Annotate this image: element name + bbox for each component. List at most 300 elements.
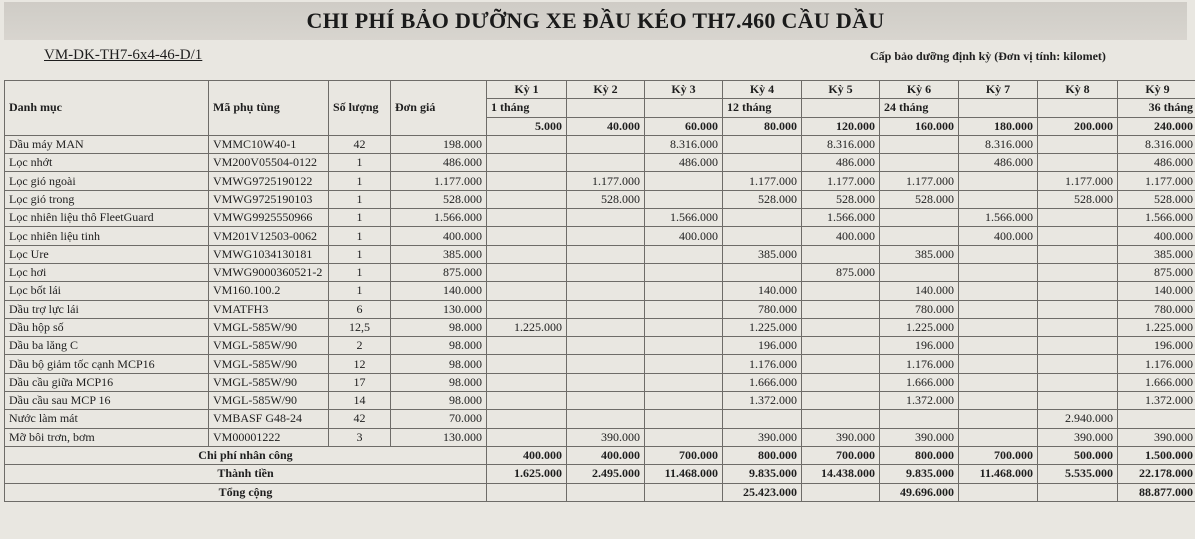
row-period-4-cost [723,135,802,153]
row-period-1-cost [487,263,567,281]
row-period-4-cost: 1.177.000 [723,172,802,190]
row-quantity: 1 [329,172,391,190]
row-unit-price: 400.000 [391,227,487,245]
row-period-4-cost: 1.176.000 [723,355,802,373]
row-part-code: VMMC10W40-1 [209,135,329,153]
total-row-period-4: 25.423.000 [723,483,802,501]
title-banner [4,2,1187,40]
row-period-5-cost [802,337,880,355]
row-quantity: 1 [329,263,391,281]
labor-row-period-5: 700.000 [802,446,880,464]
row-unit-price: 130.000 [391,300,487,318]
row-period-8-cost [1038,318,1118,336]
row-period-3-cost [645,300,723,318]
row-part-code: VMGL-585W/90 [209,355,329,373]
row-period-7-cost [959,263,1038,281]
header-period-1: Kỳ 1 [487,81,567,99]
row-period-6-cost: 140.000 [880,282,959,300]
row-unit-price: 98.000 [391,373,487,391]
total-row-label: Tổng cộng [5,483,487,501]
row-period-7-cost [959,300,1038,318]
header-km-1: 5.000 [487,117,567,135]
row-period-6-cost: 1.176.000 [880,355,959,373]
row-period-1-cost [487,373,567,391]
row-period-2-cost [567,282,645,300]
total-row-period-9: 88.877.000 [1118,483,1195,501]
table-row [5,410,1195,428]
header-month-5 [802,99,880,117]
row-period-2-cost: 390.000 [567,428,645,446]
row-period-1-cost [487,282,567,300]
row-period-3-cost [645,373,723,391]
row-period-8-cost [1038,263,1118,281]
row-period-2-cost [567,410,645,428]
row-period-9-cost: 1.666.000 [1118,373,1195,391]
row-period-3-cost: 1.566.000 [645,209,723,227]
row-quantity: 14 [329,392,391,410]
subtotal-row-period-9: 22.178.000 [1118,465,1195,483]
row-period-7-cost [959,245,1038,263]
row-period-7-cost [959,282,1038,300]
row-category: Lọc Ure [5,245,209,263]
row-period-3-cost: 400.000 [645,227,723,245]
row-period-6-cost: 385.000 [880,245,959,263]
total-row-period-5 [802,483,880,501]
row-quantity: 12 [329,355,391,373]
row-period-7-cost: 1.566.000 [959,209,1038,227]
header-month-7 [959,99,1038,117]
row-period-6-cost [880,154,959,172]
header-month-4: 12 tháng [723,99,802,117]
row-period-3-cost [645,172,723,190]
row-period-9-cost: 780.000 [1118,300,1195,318]
table-row [5,135,1195,153]
row-period-9-cost: 486.000 [1118,154,1195,172]
row-period-2-cost [567,300,645,318]
row-period-9-cost: 1.225.000 [1118,318,1195,336]
row-unit-price: 140.000 [391,282,487,300]
row-period-2-cost [567,209,645,227]
row-quantity: 1 [329,209,391,227]
row-period-5-cost [802,318,880,336]
row-period-1-cost [487,337,567,355]
row-period-2-cost [567,135,645,153]
header-km-7: 180.000 [959,117,1038,135]
header-km-5: 120.000 [802,117,880,135]
row-part-code: VM160.100.2 [209,282,329,300]
row-period-7-cost [959,355,1038,373]
header-row-periods [5,81,1195,99]
row-period-1-cost: 1.225.000 [487,318,567,336]
row-period-4-cost: 1.225.000 [723,318,802,336]
subtotal-row-period-2: 2.495.000 [567,465,645,483]
subtotal-row-period-7: 11.468.000 [959,465,1038,483]
row-period-4-cost: 390.000 [723,428,802,446]
row-period-1-cost [487,209,567,227]
row-quantity: 42 [329,410,391,428]
row-period-8-cost [1038,227,1118,245]
table-row [5,392,1195,410]
row-period-8-cost [1038,209,1118,227]
row-period-8-cost: 2.940.000 [1038,410,1118,428]
labor-row-period-9: 1.500.000 [1118,446,1195,464]
row-period-6-cost: 1.372.000 [880,392,959,410]
row-period-5-cost: 390.000 [802,428,880,446]
row-quantity: 6 [329,300,391,318]
row-period-7-cost [959,428,1038,446]
table-row [5,428,1195,446]
row-period-9-cost: 390.000 [1118,428,1195,446]
row-period-8-cost [1038,355,1118,373]
row-period-5-cost [802,392,880,410]
row-quantity: 42 [329,135,391,153]
row-period-5-cost [802,373,880,391]
row-period-8-cost: 1.177.000 [1038,172,1118,190]
table-row [5,355,1195,373]
row-period-7-cost [959,337,1038,355]
row-period-5-cost: 875.000 [802,263,880,281]
row-category: Nước làm mát [5,410,209,428]
subtotal-row-period-1: 1.625.000 [487,465,567,483]
row-period-3-cost [645,337,723,355]
row-period-1-cost [487,135,567,153]
subtotal-row-period-6: 9.835.000 [880,465,959,483]
row-unit-price: 70.000 [391,410,487,428]
row-period-5-cost [802,245,880,263]
row-period-3-cost [645,318,723,336]
row-period-7-cost [959,392,1038,410]
row-period-1-cost [487,245,567,263]
row-period-5-cost: 8.316.000 [802,135,880,153]
row-period-3-cost [645,410,723,428]
header-km-6: 160.000 [880,117,959,135]
row-period-4-cost [723,410,802,428]
subtotal-row-period-3: 11.468.000 [645,465,723,483]
row-period-5-cost: 1.177.000 [802,172,880,190]
total-row-period-2 [567,483,645,501]
row-quantity: 12,5 [329,318,391,336]
row-unit-price: 98.000 [391,337,487,355]
row-period-5-cost: 528.000 [802,190,880,208]
row-part-code: VMATFH3 [209,300,329,318]
row-part-code: VMGL-585W/90 [209,392,329,410]
total-row-period-8 [1038,483,1118,501]
row-category: Lọc nhiên liệu thô FleetGuard [5,209,209,227]
header-period-5: Kỳ 5 [802,81,880,99]
row-period-2-cost [567,263,645,281]
row-period-9-cost: 875.000 [1118,263,1195,281]
row-part-code: VMWG9725190103 [209,190,329,208]
row-period-6-cost: 1.225.000 [880,318,959,336]
row-period-8-cost [1038,135,1118,153]
document-code: VM-DK-TH7-6x4-46-D/1 [44,47,203,63]
row-period-6-cost: 1.666.000 [880,373,959,391]
row-period-9-cost [1118,410,1195,428]
row-period-8-cost [1038,392,1118,410]
header-km-9: 240.000 [1118,117,1195,135]
row-period-3-cost: 8.316.000 [645,135,723,153]
row-period-9-cost: 528.000 [1118,190,1195,208]
row-quantity: 2 [329,337,391,355]
header-period-8: Kỳ 8 [1038,81,1118,99]
table-row [5,245,1195,263]
subtotal-row [5,465,1195,483]
table-row [5,318,1195,336]
row-period-2-cost [567,245,645,263]
total-row-period-1 [487,483,567,501]
row-part-code: VMGL-585W/90 [209,318,329,336]
row-period-9-cost: 1.566.000 [1118,209,1195,227]
row-quantity: 3 [329,428,391,446]
labor-row-period-8: 500.000 [1038,446,1118,464]
row-period-6-cost: 390.000 [880,428,959,446]
row-period-7-cost: 486.000 [959,154,1038,172]
row-period-6-cost [880,410,959,428]
labor-row-period-3: 700.000 [645,446,723,464]
table-row [5,209,1195,227]
row-period-8-cost [1038,300,1118,318]
row-period-1-cost [487,300,567,318]
row-part-code: VMWG9925550966 [209,209,329,227]
row-quantity: 1 [329,245,391,263]
row-period-6-cost: 780.000 [880,300,959,318]
row-period-3-cost [645,190,723,208]
row-quantity: 1 [329,154,391,172]
row-unit-price: 875.000 [391,263,487,281]
row-quantity: 17 [329,373,391,391]
row-period-9-cost: 1.176.000 [1118,355,1195,373]
row-period-9-cost: 1.372.000 [1118,392,1195,410]
row-period-9-cost: 385.000 [1118,245,1195,263]
labor-row [5,446,1195,464]
row-period-7-cost: 8.316.000 [959,135,1038,153]
maintenance-note: Cấp bảo dưỡng định kỳ (Đơn vị tính: kilomet) [870,49,1106,63]
header-quantity: Số lượng [329,81,391,136]
row-quantity: 1 [329,227,391,245]
row-period-1-cost [487,428,567,446]
row-period-8-cost: 528.000 [1038,190,1118,208]
row-period-1-cost [487,154,567,172]
row-unit-price: 130.000 [391,428,487,446]
row-category: Lọc gió ngoài [5,172,209,190]
row-part-code: VMGL-585W/90 [209,337,329,355]
page-title: CHI PHÍ BẢO DƯỠNG XE ĐẦU KÉO TH7.460 CẦU DẦU [306,8,885,33]
row-period-2-cost [567,318,645,336]
row-period-5-cost [802,282,880,300]
table-row [5,263,1195,281]
row-period-1-cost [487,190,567,208]
row-period-6-cost: 528.000 [880,190,959,208]
row-period-4-cost: 196.000 [723,337,802,355]
row-period-2-cost [567,154,645,172]
header-part-code: Mã phụ tùng [209,81,329,136]
row-category: Dầu cầu giữa MCP16 [5,373,209,391]
header-km-3: 60.000 [645,117,723,135]
row-period-6-cost [880,209,959,227]
total-row [5,483,1195,501]
row-period-7-cost [959,172,1038,190]
row-period-3-cost [645,245,723,263]
row-period-9-cost: 400.000 [1118,227,1195,245]
row-period-6-cost [880,227,959,245]
row-quantity: 1 [329,190,391,208]
row-unit-price: 98.000 [391,392,487,410]
row-period-4-cost [723,227,802,245]
row-period-4-cost: 140.000 [723,282,802,300]
row-part-code: VMGL-585W/90 [209,373,329,391]
header-km-2: 40.000 [567,117,645,135]
row-period-8-cost [1038,282,1118,300]
row-period-4-cost: 1.372.000 [723,392,802,410]
row-period-4-cost: 528.000 [723,190,802,208]
row-category: Mỡ bôi trơn, bơm [5,428,209,446]
table-row [5,154,1195,172]
row-period-4-cost [723,263,802,281]
row-category: Dầu hộp số [5,318,209,336]
row-period-7-cost [959,373,1038,391]
labor-row-period-7: 700.000 [959,446,1038,464]
row-period-5-cost: 400.000 [802,227,880,245]
row-period-2-cost [567,355,645,373]
table-row [5,282,1195,300]
row-category: Dầu cầu sau MCP 16 [5,392,209,410]
row-unit-price: 385.000 [391,245,487,263]
row-category: Lọc bốt lái [5,282,209,300]
row-period-4-cost [723,154,802,172]
row-unit-price: 528.000 [391,190,487,208]
row-period-9-cost: 196.000 [1118,337,1195,355]
row-period-3-cost: 486.000 [645,154,723,172]
row-period-2-cost: 1.177.000 [567,172,645,190]
row-part-code: VM00001222 [209,428,329,446]
row-category: Lọc hơi [5,263,209,281]
row-period-7-cost [959,410,1038,428]
table-row [5,190,1195,208]
row-period-7-cost [959,190,1038,208]
header-period-7: Kỳ 7 [959,81,1038,99]
row-period-1-cost [487,355,567,373]
total-row-period-6: 49.696.000 [880,483,959,501]
row-period-7-cost [959,318,1038,336]
header-month-9: 36 tháng [1118,99,1195,117]
subtotal-row-period-4: 9.835.000 [723,465,802,483]
row-unit-price: 1.177.000 [391,172,487,190]
row-period-5-cost: 1.566.000 [802,209,880,227]
row-period-1-cost [487,227,567,245]
row-period-5-cost [802,355,880,373]
labor-row-period-4: 800.000 [723,446,802,464]
row-period-1-cost [487,410,567,428]
labor-row-label: Chi phí nhân công [5,446,487,464]
header-month-3 [645,99,723,117]
total-row-period-3 [645,483,723,501]
row-period-2-cost [567,373,645,391]
row-category: Dầu máy MAN [5,135,209,153]
row-period-4-cost: 1.666.000 [723,373,802,391]
row-period-6-cost: 1.177.000 [880,172,959,190]
table-row [5,300,1195,318]
row-period-1-cost [487,392,567,410]
row-part-code: VMWG1034130181 [209,245,329,263]
row-period-4-cost: 385.000 [723,245,802,263]
header-period-4: Kỳ 4 [723,81,802,99]
row-period-3-cost [645,263,723,281]
header-period-3: Kỳ 3 [645,81,723,99]
row-unit-price: 98.000 [391,318,487,336]
table-row [5,373,1195,391]
row-category: Dầu bộ giảm tốc cạnh MCP16 [5,355,209,373]
labor-row-period-2: 400.000 [567,446,645,464]
row-period-2-cost: 528.000 [567,190,645,208]
table-row [5,227,1195,245]
row-part-code: VMWG9000360521-2 [209,263,329,281]
header-km-8: 200.000 [1038,117,1118,135]
row-category: Dầu trợ lực lái [5,300,209,318]
row-category: Lọc nhiên liệu tinh [5,227,209,245]
row-part-code: VMWG9725190122 [209,172,329,190]
row-period-6-cost [880,263,959,281]
row-period-9-cost: 1.177.000 [1118,172,1195,190]
row-part-code: VM201V12503-0062 [209,227,329,245]
row-period-1-cost [487,172,567,190]
header-month-2 [567,99,645,117]
row-period-8-cost [1038,337,1118,355]
row-part-code: VM200V05504-0122 [209,154,329,172]
row-period-3-cost [645,428,723,446]
row-period-8-cost: 390.000 [1038,428,1118,446]
row-category: Lọc gió trong [5,190,209,208]
row-period-6-cost: 196.000 [880,337,959,355]
row-period-9-cost: 140.000 [1118,282,1195,300]
total-row-period-7 [959,483,1038,501]
row-unit-price: 1.566.000 [391,209,487,227]
row-period-7-cost: 400.000 [959,227,1038,245]
row-unit-price: 98.000 [391,355,487,373]
header-month-6: 24 tháng [880,99,959,117]
row-unit-price: 486.000 [391,154,487,172]
row-period-3-cost [645,355,723,373]
row-period-8-cost [1038,373,1118,391]
row-period-2-cost [567,392,645,410]
row-period-8-cost [1038,154,1118,172]
row-period-5-cost: 486.000 [802,154,880,172]
row-unit-price: 198.000 [391,135,487,153]
header-period-9: Kỳ 9 [1118,81,1195,99]
row-period-2-cost [567,227,645,245]
subtotal-row-period-5: 14.438.000 [802,465,880,483]
row-quantity: 1 [329,282,391,300]
row-category: Dầu ba lăng C [5,337,209,355]
row-period-3-cost [645,392,723,410]
row-category: Lọc nhớt [5,154,209,172]
row-period-3-cost [645,282,723,300]
row-period-5-cost [802,300,880,318]
row-period-9-cost: 8.316.000 [1118,135,1195,153]
row-part-code: VMBASF G48-24 [209,410,329,428]
row-period-6-cost [880,135,959,153]
row-period-4-cost [723,209,802,227]
row-period-8-cost [1038,245,1118,263]
labor-row-period-1: 400.000 [487,446,567,464]
table-row [5,172,1195,190]
header-month-1: 1 tháng [487,99,567,117]
row-period-4-cost: 780.000 [723,300,802,318]
subtotal-row-label: Thành tiền [5,465,487,483]
header-period-6: Kỳ 6 [880,81,959,99]
subtotal-row-period-8: 5.535.000 [1038,465,1118,483]
table-row [5,337,1195,355]
row-period-5-cost [802,410,880,428]
